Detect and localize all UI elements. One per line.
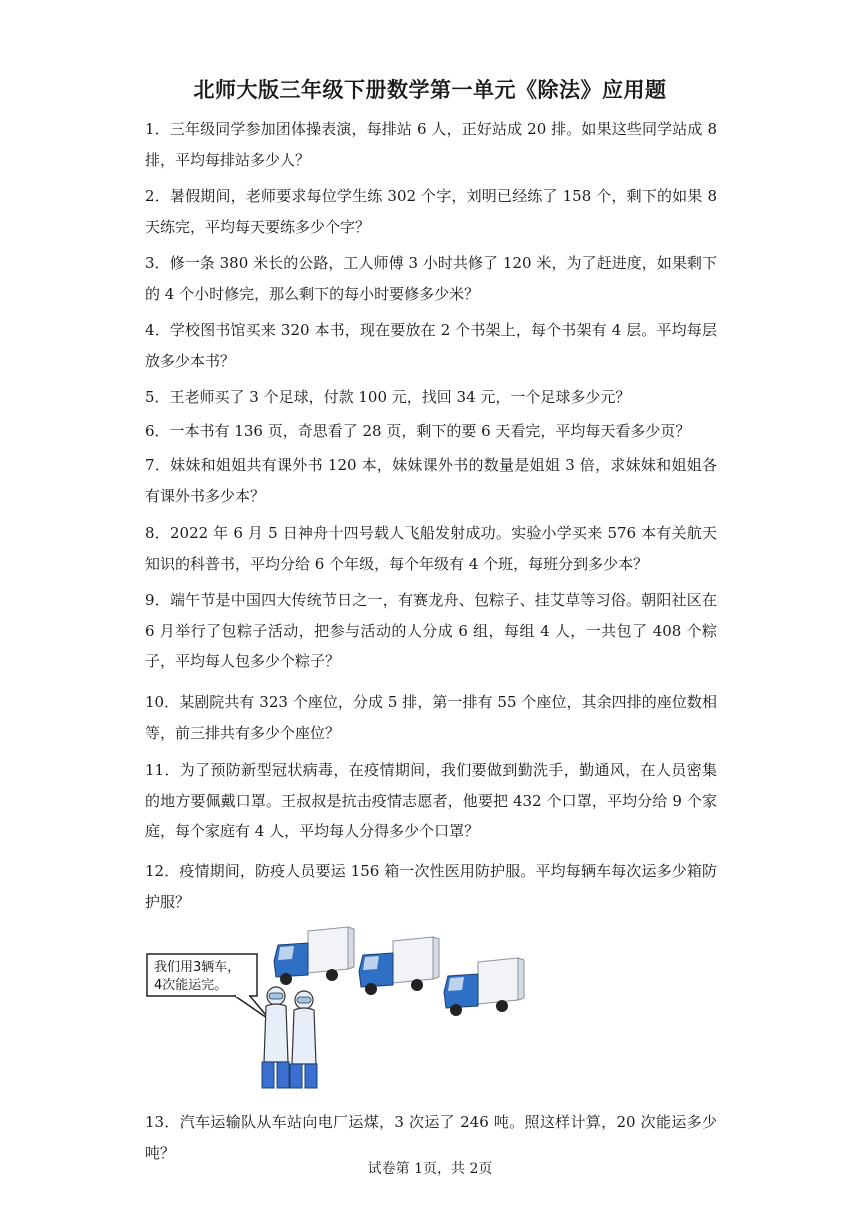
trucks-and-workers-illustration (140, 920, 540, 1095)
page-title: 北师大版三年级下册数学第一单元《除法》应用题 (193, 78, 667, 102)
worker-icon (262, 987, 289, 1088)
truck-icon (444, 958, 524, 1016)
question-8: 8．2022 年 6 月 5 日神舟十四号载人飞船发射成功。实验小学买来 576 本有关航天知识的科普书，平均分给 6 个年级，每个年级有 4 个班，每班分到多少本？ (145, 524, 717, 573)
question-4: 4．学校图书馆买来 320 本书，现在要放在 2 个书架上，每个书架有 4 层。平均每层放多少本书？ (145, 321, 717, 370)
speech-bubble (147, 954, 270, 1020)
worker-icon (290, 991, 317, 1088)
question-6: 6．一本书有 136 页，奇思看了 28 页，剩下的要 6 天看完，平均每天看多少页？ (145, 422, 691, 440)
question-12: 12．疫情期间，防疫人员要运 156 箱一次性医用防护服。平均每辆车每次运多少箱防护服？ (145, 862, 717, 911)
speech-line-1: 我们用3辆车， (154, 960, 241, 975)
question-3: 3．修一条 380 米长的公路，工人师傅 3 小时共修了 120 米，为了赶进度，如果剩下的 4 个小时修完，那么剩下的每小时要修多少米？ (145, 254, 717, 303)
question-13: 13．汽车运输队从车站向电厂运煤，3 次运了 246 吨。照这样计算，20 次能运多少吨？ (145, 1113, 717, 1162)
page-footer: 试卷第 1页，共 2页 (367, 1161, 493, 1177)
speech-line-2: 4次能运完。 (154, 978, 228, 993)
truck-icon (274, 927, 354, 985)
question-7: 7．妹妹和姐姐共有课外书 120 本，妹妹课外书的数量是姐姐 3 倍，求妹妹和姐姐各有课外书多少本？ (145, 456, 717, 505)
truck-icon (359, 937, 439, 995)
question-2: 2．暑假期间，老师要求每位学生练 302 个字，刘明已经练了 158 个，剩下的如果 8 天练完，平均每天要练多少个字？ (145, 187, 717, 236)
question-9: 9．端午节是中国四大传统节日之一，有赛龙舟、包粽子、挂艾草等习俗。朝阳社区在 6 月举行了包粽子活动，把参与活动的人分成 6 组，每组 4 人，一共包了 408 个粽子，平均每人包多少个粽子？ (145, 591, 717, 670)
question-11: 11．为了预防新型冠状病毒，在疫情期间，我们要做到勤洗手，勤通风，在人员密集的地方要佩戴口罩。王叔叔是抗击疫情志愿者，他要把 432 个口罩，平均分给 9 个家庭，每个家庭有 4 人，平均每人分得多少个口罩？ (145, 761, 717, 840)
question-10: 10．某剧院共有 323 个座位，分成 5 排，第一排有 55 个座位，其余四排的座位数相等，前三排共有多少个座位？ (145, 693, 717, 742)
question-1: 1．三年级同学参加团体操表演，每排站 6 人，正好站成 20 排。如果这些同学站成 8 排，平均每排站多少人？ (145, 120, 717, 169)
question-5: 5．王老师买了 3 个足球，付款 100 元，找回 34 元，一个足球多少元？ (145, 388, 631, 406)
